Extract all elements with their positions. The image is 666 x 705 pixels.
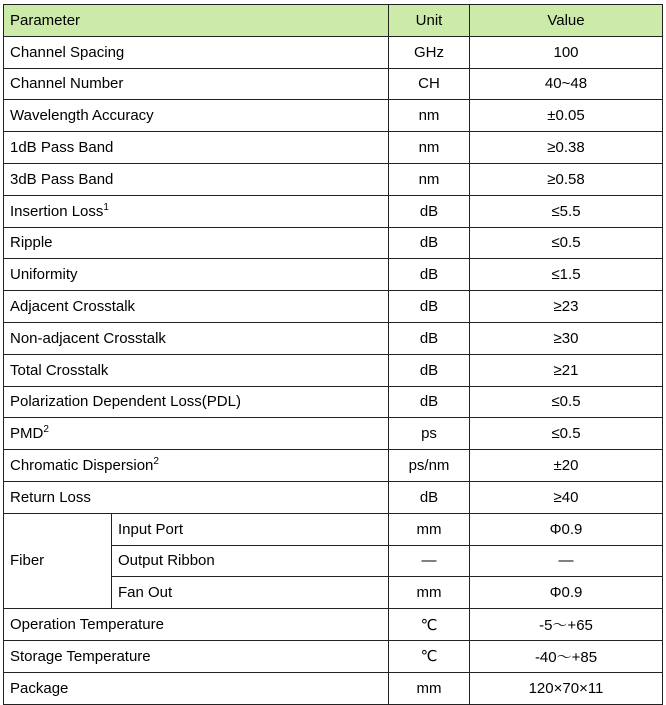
unit-cell: dB [389,195,470,227]
table-row [4,354,663,386]
table-row [4,386,663,418]
table-row [4,609,663,641]
fiber-sub-parameter: Output Ribbon [112,545,389,577]
unit-cell: dB [389,291,470,323]
unit-cell: GHz [389,36,470,68]
table-row [4,259,663,291]
header-unit: Unit [389,5,470,37]
parameter-cell [4,36,389,68]
parameter-text: Wavelength Accuracy [10,107,154,125]
table-row [4,513,663,545]
parameter-cell [4,100,389,132]
unit-cell: nm [389,132,470,164]
value-cell: ±0.05 [470,100,663,132]
value-cell: ≥0.58 [470,163,663,195]
parameter-cell [4,481,389,513]
parameter-text: 1dB Pass Band [10,139,114,157]
table-row [4,672,663,704]
value-cell: ≥40 [470,481,663,513]
table-row [4,640,663,672]
unit-cell: dB [389,227,470,259]
parameter-cell [4,291,389,323]
parameter-text: PMD [10,425,44,443]
table-row [4,132,663,164]
unit-cell: dB [389,386,470,418]
table-row [4,450,663,482]
parameter-cell [4,386,389,418]
parameter-text: Adjacent Crosstalk [10,298,136,316]
value-cell: 120×70×11 [470,672,663,704]
parameter-cell [4,322,389,354]
value-cell: ≤0.5 [470,418,663,450]
value-cell: ±20 [470,450,663,482]
unit-cell: nm [389,163,470,195]
unit-cell: nm [389,100,470,132]
value-cell: -40～+85 [470,640,663,672]
value-cell: 100 [470,36,663,68]
parameter-text: Package [10,679,69,697]
parameter-cell [4,68,389,100]
table-row [4,291,663,323]
header-value: Value [470,5,663,37]
unit-cell: mm [389,513,470,545]
unit-cell: mm [389,672,470,704]
parameter-text: Operation Temperature [10,616,164,634]
fiber-group-label: Fiber [4,513,112,608]
parameter-cell [4,640,389,672]
parameter-cell [4,227,389,259]
parameter-text: Channel Spacing [10,43,125,61]
unit-cell: dB [389,259,470,291]
parameter-cell [4,163,389,195]
value-cell: ≤0.5 [470,386,663,418]
unit-cell: dB [389,354,470,386]
value-cell: ≤1.5 [470,259,663,291]
parameter-cell [4,259,389,291]
value-cell: Φ0.9 [470,577,663,609]
footnote-marker: 1 [103,201,109,213]
unit-cell: ℃ [389,609,470,641]
footnote-marker: 2 [153,456,159,468]
parameter-text: Storage Temperature [10,647,151,665]
table-row [4,195,663,227]
value-cell: ≥30 [470,322,663,354]
unit-cell: — [389,545,470,577]
spec-table [3,4,663,705]
value-cell: ≤5.5 [470,195,663,227]
table-row [4,68,663,100]
value-cell: Φ0.9 [470,513,663,545]
table-row [4,481,663,513]
unit-cell: dB [389,322,470,354]
parameter-text: Return Loss [10,488,91,506]
value-cell: ≥21 [470,354,663,386]
value-cell: — [470,545,663,577]
parameter-text: Uniformity [10,266,78,284]
unit-cell: mm [389,577,470,609]
parameter-cell [4,195,389,227]
parameter-text: Ripple [10,234,53,252]
header-parameter: Parameter [4,5,389,37]
parameter-text: 3dB Pass Band [10,170,114,188]
unit-cell: ps [389,418,470,450]
value-cell: ≥0.38 [470,132,663,164]
parameter-cell [4,672,389,704]
value-cell: -5～+65 [470,609,663,641]
parameter-cell [4,354,389,386]
value-cell: ≥23 [470,291,663,323]
parameter-text: Total Crosstalk [10,361,109,379]
parameter-text: Non-adjacent Crosstalk [10,329,166,347]
parameter-text: Insertion Loss [10,202,104,220]
value-cell: 40~48 [470,68,663,100]
unit-cell: CH [389,68,470,100]
table-row [4,322,663,354]
value-cell: ≤0.5 [470,227,663,259]
unit-cell: ℃ [389,640,470,672]
parameter-text: Channel Number [10,75,124,93]
footnote-marker: 2 [43,424,49,436]
table-row [4,227,663,259]
table-header-row [4,5,663,37]
unit-cell: ps/nm [389,450,470,482]
fiber-sub-parameter: Input Port [112,513,389,545]
parameter-text: Polarization Dependent Loss(PDL) [10,393,241,411]
fiber-sub-parameter: Fan Out [112,577,389,609]
parameter-cell [4,132,389,164]
parameter-text: Chromatic Dispersion [10,457,154,475]
parameter-cell [4,418,389,450]
unit-cell: dB [389,481,470,513]
table-row [4,100,663,132]
table-row [4,36,663,68]
parameter-cell [4,609,389,641]
parameter-cell [4,450,389,482]
spec-table-container [3,4,663,705]
table-row [4,163,663,195]
table-row [4,418,663,450]
